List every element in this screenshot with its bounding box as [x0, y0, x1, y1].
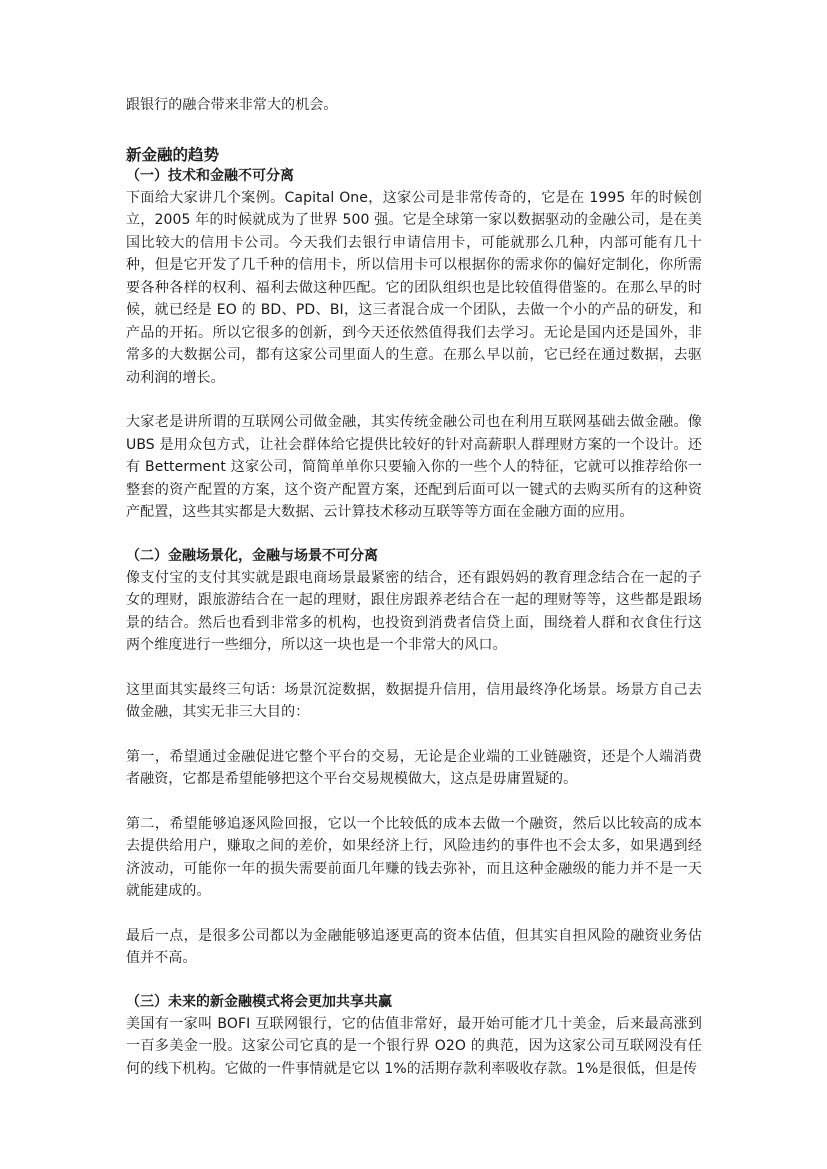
section-title: 新金融的趋势 [126, 145, 220, 164]
s2-paragraph-3: 第一，希望通过金融促进它整个平台的交易，无论是企业端的工业链融资，还是个人端消费者融资，它都是希望能够把这个平台交易规模做大，这点是毋庸置疑的。 [126, 748, 702, 787]
spacer [126, 117, 702, 144]
s3-paragraph-1: 美国有一家叫 BOFI 互联网银行，它的估值非常好，最开始可能才几十美金，后来最高涨到一百多美金一股。这家公司它真的是一个银行界 O2O 的典范，因为这家公司互联网没有任何的线下机构。它做的一件事情就是它以 1%的活期存款利率吸收存款。1%是很低，但是传 [126, 1015, 702, 1077]
s2-paragraph-1: 像支付宝的支付其实就是跟电商场景最紧密的结合，还有跟妈妈的教育理念结合在一起的子女的理财，跟旅游结合在一起的理财，跟住房跟养老结合在一起的理财等等，这些都是跟场景的结合。然后也看到非常多的机构，也投资到消费者信贷上面，围绕着人群和衣食住行这两个维度进行一些细分，所以这一块也是一个非常大的风口。 [126, 569, 702, 653]
s2-paragraph-4: 第二，希望能够追逐风险回报，它以一个比较低的成本去做一个融资，然后以比较高的成本去提供给用户，赚取之间的差价，如果经济上行，风险违约的事件也不会太多，如果遇到经济波动，可能你一年的损失需要前面几年赚的钱去弥补，而且这种金融级的能力并不是一天就能建成的。 [126, 815, 702, 899]
spacer [126, 524, 702, 546]
subsection-title-1: （一）技术和金融不可分离 [126, 167, 294, 184]
intro-paragraph: 跟银行的融合带来非常大的机会。 [126, 97, 338, 113]
spacer [126, 970, 702, 992]
spacer [126, 657, 702, 679]
s2-paragraph-2: 这里面其实最终三句话：场景沉淀数据，数据提升信用，信用最终净化场景。场景方自己去做金融，其实无非三大目的： [126, 681, 702, 720]
s2-paragraph-5: 最后一点，是很多公司都以为金融能够追逐更高的资本估值，但其实自担风险的融资业务估值并不高。 [126, 927, 702, 966]
document-page [126, 94, 702, 1080]
s1-paragraph-2: 大家老是讲所谓的互联网公司做金融，其实传统金融公司也在利用互联网基础去做金融。像 UBS 是用众包方式，让社会群体给它提供比较好的针对高薪职人群理财方案的一个设计。还有 Betterment 这家公司，简简单单你只要输入你的一些个人的特征，它就可以推荐给你一整套的资产配置的方案，这个资产配置方案，还配到后面可以一键式的去购买所有的这种资产配置，这些其实都是大数据、云计算技术移动互联等等方面在金融方面的应用。 [126, 414, 702, 520]
spacer [126, 791, 702, 813]
subsection-title-2: （二）金融场景化，金融与场景不可分离 [126, 547, 378, 564]
subsection-title-3: （三）未来的新金融模式将会更加共享共赢 [126, 993, 392, 1010]
spacer [126, 903, 702, 925]
s1-paragraph-1: 下面给大家讲几个案例。Capital One，这家公司是非常传奇的，它是在 1995 年的时候创立，2005 年的时候就成为了世界 500 强。它是全球第一家以数据驱动的金融公司，是在美国比较大的信用卡公司。今天我们去银行申请信用卡，可能就那么几种，内部可能有几十种，但是它开发了几千种的信用卡，所以信用卡可以根据你的需求你的偏好定制化，你所需要各种各样的权利、福利去做这种匹配。它的团队组织也是比较值得借鉴的。在那么早的时候，就已经是 EO 的 BD、PD、BI，这三者混合成一个团队，去做一个小的产品的研发，和产品的开拓。所以它很多的创新，到今天还依然值得我们去学习。无论是国内还是国外，非常多的大数据公司，都有这家公司里面人的生意。在那么早以前，它已经在通过数据，去驱动利润的增长。 [126, 189, 702, 386]
spacer [126, 724, 702, 746]
spacer [126, 389, 702, 411]
